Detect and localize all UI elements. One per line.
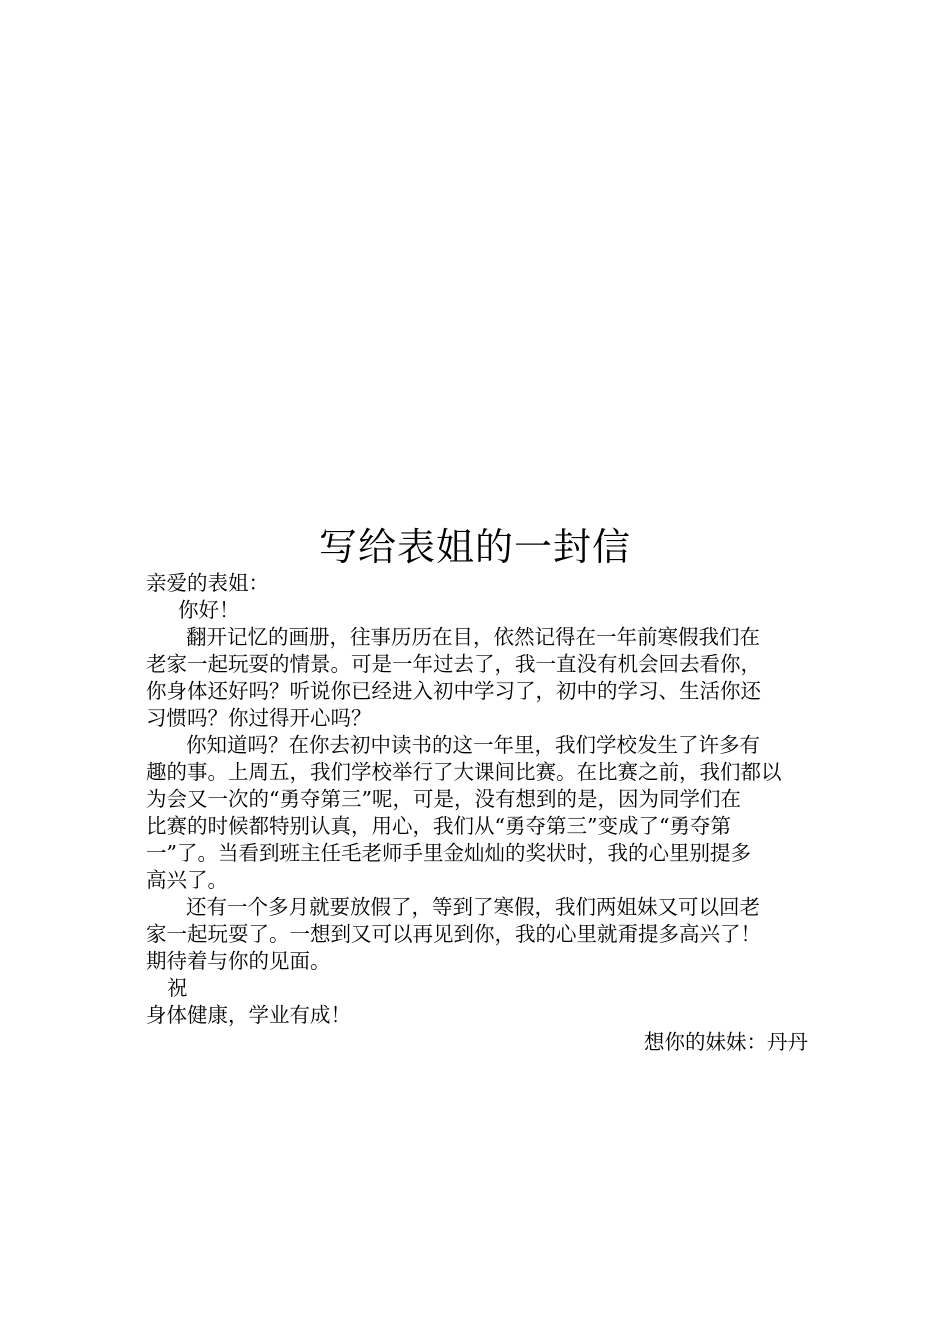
paragraph-1 — [146, 624, 808, 732]
paragraph-line: 习惯吗？你过得开心吗？ — [146, 706, 372, 730]
paragraph-line: 比赛的时候都特别认真，用心，我们从“勇夺第三”变成了“勇夺第 — [146, 814, 731, 838]
paragraph-line: 你身体还好吗？听说你已经进入初中学习了，初中的学习、生活你还 — [146, 679, 761, 703]
signature: 想你的妹妹：丹丹 — [644, 1030, 808, 1054]
greeting: 你好！ — [178, 598, 240, 622]
paragraph-line: 期待着与你的见面。 — [146, 949, 331, 973]
paragraph-3 — [146, 894, 808, 975]
paragraph-line: 还有一个多月就要放假了，等到了寒假，我们两姐妹又可以回老 — [186, 895, 760, 919]
paragraph-2 — [146, 732, 808, 894]
paragraph-line: 你知道吗？在你去初中读书的这一年里，我们学校发生了许多有 — [186, 733, 760, 757]
letter-title: 写给表姐的一封信 — [318, 525, 631, 569]
paragraph-line: 翻开记忆的画册，往事历历在目，依然记得在一年前寒假我们在 — [186, 625, 760, 649]
closing-wish-word: 祝 — [167, 976, 188, 1000]
letter-body — [146, 570, 808, 1056]
paragraph-line: 高兴了。 — [146, 868, 228, 892]
salutation: 亲爱的表姐： — [146, 571, 269, 595]
paragraph-line: 趣的事。上周五，我们学校举行了大课间比赛。在比赛之前，我们都以 — [146, 760, 782, 784]
closing-wish-line: 身体健康，学业有成！ — [146, 1003, 351, 1027]
paragraph-line: 一”了。当看到班主任毛老师手里金灿灿的奖状时，我的心里别提多 — [146, 841, 751, 865]
paragraph-line: 老家一起玩耍的情景。可是一年过去了，我一直没有机会回去看你， — [146, 652, 761, 676]
paragraph-line: 家一起玩耍了。一想到又可以再见到你，我的心里就甭提多高兴了！ — [146, 922, 761, 946]
paragraph-line: 为会又一次的“勇夺第三”呢，可是，没有想到的是，因为同学们在 — [146, 787, 741, 811]
